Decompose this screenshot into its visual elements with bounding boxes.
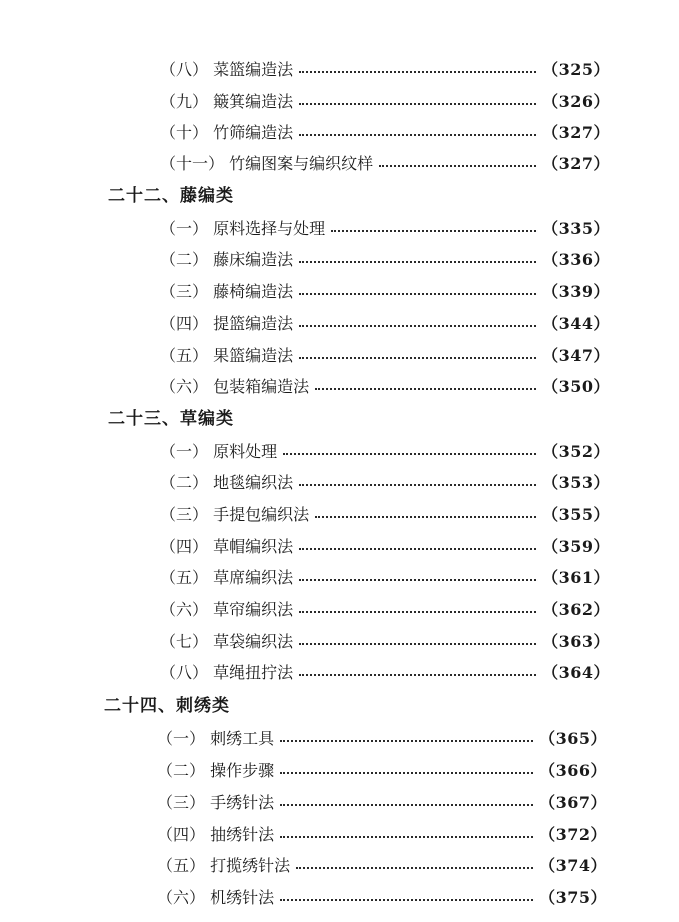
leader-dots — [299, 484, 536, 486]
toc-entry — [160, 437, 610, 463]
toc-entry-page: （335） — [542, 218, 610, 238]
toc-entry — [160, 563, 610, 589]
toc-entry-page: （344） — [542, 313, 610, 333]
toc-entry-page: （326） — [542, 91, 610, 111]
section-heading: 二十四、刺绣类 — [104, 696, 230, 716]
toc-entry-label: （二） 地毯编织法 — [160, 472, 294, 492]
toc-entry — [160, 277, 610, 303]
toc-entry — [160, 149, 610, 175]
toc-entry — [160, 309, 610, 335]
toc-entry-label: （二） 操作步骤 — [157, 760, 275, 780]
leader-dots — [299, 261, 536, 263]
toc-entry-page: （366） — [539, 760, 607, 780]
toc-entry-label: （二） 藤床编造法 — [160, 249, 294, 269]
toc-entry-page: （347） — [542, 345, 610, 365]
leader-dots — [299, 325, 536, 327]
toc-entry-page: （339） — [542, 281, 610, 301]
toc-entry-page: （327） — [542, 122, 610, 142]
leader-dots — [299, 611, 536, 613]
leader-dots — [280, 899, 533, 901]
toc-entry-label: （五） 草席编织法 — [160, 567, 294, 587]
toc-entry — [160, 372, 610, 398]
leader-dots — [299, 293, 536, 295]
section-heading: 二十二、藤编类 — [108, 186, 234, 206]
toc-entry — [160, 595, 610, 621]
toc-entry-label: （五） 打揽绣针法 — [157, 855, 291, 875]
toc-entry — [160, 532, 610, 558]
toc-entry — [157, 883, 607, 909]
leader-dots — [379, 165, 536, 167]
toc-entry-page: （365） — [539, 728, 607, 748]
section-heading: 二十三、草编类 — [108, 409, 234, 429]
leader-dots — [299, 71, 536, 73]
toc-entry-page: （362） — [542, 599, 610, 619]
toc-entry-label: （七） 草袋编织法 — [160, 631, 294, 651]
toc-entry — [160, 214, 610, 240]
toc-entry-label: （十一） 竹编图案与编织纹样 — [160, 153, 374, 173]
toc-entry-label: （一） 原料选择与处理 — [160, 218, 326, 238]
leader-dots — [280, 804, 533, 806]
toc-entry — [160, 245, 610, 271]
leader-dots — [299, 357, 536, 359]
leader-dots — [296, 867, 533, 869]
toc-entry-page: （364） — [542, 662, 610, 682]
toc-entry-label: （六） 机绣针法 — [157, 887, 275, 907]
toc-entry-page: （325） — [542, 59, 610, 79]
toc-entry — [160, 55, 610, 81]
toc-entry — [157, 724, 607, 750]
toc-entry-page: （336） — [542, 249, 610, 269]
leader-dots — [299, 579, 536, 581]
leader-dots — [299, 134, 536, 136]
toc-entry-page: （372） — [539, 824, 607, 844]
toc-entry-page: （361） — [542, 567, 610, 587]
toc-entry — [160, 500, 610, 526]
toc-entry-label: （五） 果篮编造法 — [160, 345, 294, 365]
toc-entry-page: （375） — [539, 887, 607, 907]
toc-entry-page: （350） — [542, 376, 610, 396]
toc-entry — [157, 820, 607, 846]
toc-entry-label: （四） 草帽编织法 — [160, 536, 294, 556]
toc-entry-label: （十） 竹筛编造法 — [160, 122, 294, 142]
leader-dots — [331, 230, 536, 232]
leader-dots — [315, 516, 536, 518]
leader-dots — [299, 643, 536, 645]
toc-entry-page: （374） — [539, 855, 607, 875]
leader-dots — [280, 740, 533, 742]
toc-entry-label: （一） 刺绣工具 — [157, 728, 275, 748]
toc-entry-page: （359） — [542, 536, 610, 556]
leader-dots — [283, 453, 536, 455]
toc-entry — [157, 756, 607, 782]
toc-entry-label: （三） 手提包编织法 — [160, 504, 310, 524]
toc-entry-page: （355） — [542, 504, 610, 524]
toc-entry — [157, 851, 607, 877]
toc-entry-label: （八） 草绳扭拧法 — [160, 662, 294, 682]
toc-entry-page: （327） — [542, 153, 610, 173]
toc-entry-page: （353） — [542, 472, 610, 492]
toc-entry — [160, 658, 610, 684]
toc-entry-label: （三） 手绣针法 — [157, 792, 275, 812]
toc-entry-label: （四） 提篮编造法 — [160, 313, 294, 333]
leader-dots — [315, 388, 536, 390]
toc-entry — [160, 627, 610, 653]
toc-entry-label: （六） 草帘编织法 — [160, 599, 294, 619]
toc-entry-label: （三） 藤椅编造法 — [160, 281, 294, 301]
toc-entry-label: （六） 包装箱编造法 — [160, 376, 310, 396]
leader-dots — [280, 836, 533, 838]
toc-entry — [160, 341, 610, 367]
toc-entry-page: （367） — [539, 792, 607, 812]
leader-dots — [280, 772, 533, 774]
leader-dots — [299, 103, 536, 105]
toc-entry-page: （363） — [542, 631, 610, 651]
toc-entry-label: （九） 簸箕编造法 — [160, 91, 294, 111]
leader-dots — [299, 548, 536, 550]
toc-entry — [160, 118, 610, 144]
toc-entry-label: （八） 菜篮编造法 — [160, 59, 294, 79]
toc-entry-label: （一） 原料处理 — [160, 441, 278, 461]
toc-entry — [157, 788, 607, 814]
toc-entry — [160, 468, 610, 494]
toc-entry-page: （352） — [542, 441, 610, 461]
toc-entry — [160, 87, 610, 113]
leader-dots — [299, 674, 536, 676]
toc-entry-label: （四） 抽绣针法 — [157, 824, 275, 844]
